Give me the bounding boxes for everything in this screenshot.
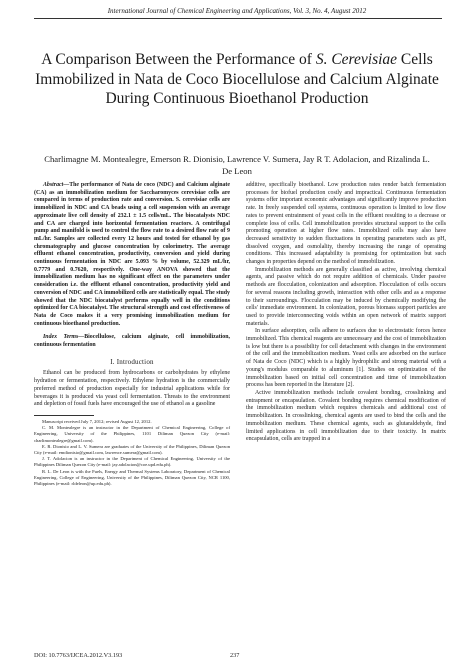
body-paragraph: Active immobilization methods include covalent bonding, crosslinking and entrapment or encapsulation. Covalent bonding requires chemical modification of the immobilization medium which requires chemicals and additional cost of immobilization. In crosslinking, chemical agents are used to bind the cells and the immobilization medium. These chemical agents, such as glutaraldehyde, find limited applications in cell immobilization due to their toxicity. In matrix encapsulation, cells are trapped in a xyxy=(246,389,446,443)
footnote: C. M. Montealegre is an instructor in the Department of Chemical Engineering, College of Engineering, University of the Philippines, 1101 Diliman Quezon City (e-mail: charlimontealegre@gmail.com). xyxy=(34,425,230,443)
abstract-lead: Abstract xyxy=(43,182,64,188)
footnote: Manuscript received July 7, 2012; revised August 12, 2012. xyxy=(42,418,152,424)
abstract-text: —The performance of Nata de coco (NDC) and Calcium alginate (CA) as an immobilization medium for Saccharomyces cerevisiae cells are compared in terms of production rate and conversion. S. cerevisiae cells are immobilized in NDC and CA beads using a cell suspension with an average approximate live cell density of 232.1 ± 1.5 cells/mL. The biocatalysts NDC and CA are charged into horizontal fermentation reactors. A centrifugal pump and manifold is used to control the flow rate to a desired flow rate of 9 mL/hr. Samples are collected every 12 hours and tested for ethanol by gas chromatography and glucose concentration by colorimetry. The average effluent ethanol concentration, productivity, conversion and yield during continuous fermentation in NDC are 5.093 % by volume, 52.329 mL/hr, 0.7779 and 0.7620, respectively. One-way ANOVA showed that the immobilization medium has no significant effect on the parameters under consideration i.e. the effluent ethanol concentration, productivity yield and conversion of NDC and CA immobilized cells are statistically equal. The study showed that the NDC biocatalyst performs equally well in the conditions optimized for CA biocatalyst. The structural strength and cost effectiveness of Nata de Coco makes it a very promising immobilization medium for continuous bioethanol production. xyxy=(34,182,230,327)
title-line1: A Comparison Between the Performance of xyxy=(41,51,316,68)
body-paragraph: In surface adsorption, cells adhere to surfaces due to electrostatic forces hence immobilized. This chemical reagents are unnecessary and the cost of immobilization is low but there is a possibility for cell detachment with changes in the environment of the cell and the immobilization medium. Yeast cells are adsorbed on the surface of Nata de Coco (NDC) which is a highly hydrophilic and strong material with a young's modulus comparable to aluminum [1]. Studies on optimization of the immobilization based on initial cell concentration and time of immobilization process has been reported in the literature [2]. xyxy=(246,328,446,389)
title-rest: Cells Immobilized in Nata de Coco Biocellulose and Calcium Alginate During Continuous Bioethanol Production xyxy=(35,51,439,107)
footnote: J. T. Adolacion is an instructor in the Department of Chemical Engineering, University of the Philippines Diliman Quezon City (e-mail: jay.adolacion@coe.upd.edu.ph). xyxy=(34,456,230,468)
intro-paragraph: Ethanol can be produced from hydrocarbons or carbohydrates by ethylene hydration or fermentation, respectively. Ethylene hydration is the commercially preferred method of production especially for industrial applications while for beverages it is produced via yeast cell fermentation. Threats to the environment and depletion of fossil fuels have encouraged the use of ethanol as a gasoline xyxy=(34,370,230,408)
footnotes xyxy=(34,419,230,487)
section-heading-introduction: I. Introduction xyxy=(110,357,154,366)
paper-title xyxy=(30,50,444,109)
page-number: 237 xyxy=(230,652,240,659)
title-species: S. Cerevisiae xyxy=(315,51,398,68)
footnote-rule xyxy=(34,415,94,416)
right-column xyxy=(246,182,446,444)
body-paragraph: Immobilization methods are generally classified as active, involving chemical agents, and passive which do not require addition of chemicals. Under passive methods are flocculation, colonization and adsorption. Flocculation of cells occurs for several reasons including growth, interaction with other cells and as a response to their surroundings. Flocculation may be induced by chemically modifying the cells' immediate environment. In colonization, porous biomass support particles are used to provide interconnecting voids within an open network of matrix support materials. xyxy=(246,266,446,327)
abstract xyxy=(34,182,230,328)
index-terms-lead: Index Terms xyxy=(43,334,79,341)
author-list: Charlimagne M. Montealegre, Emerson R. Dionisio, Lawrence V. Sumera, Jay R T. Adolacion, and Rizalinda L. De Leon xyxy=(44,154,430,176)
footnote: E. R. Dionisio and L. V. Sumera are graduates of the University of the Philippines, Diliman Quezon City (e-mail: emdionisio@gmail.com, lawrence.sumera@gmail.com). xyxy=(34,443,230,455)
doi: DOI: 10.7763/IJCEA.2012.V3.193 xyxy=(34,652,123,659)
index-terms xyxy=(34,334,230,349)
header-rule xyxy=(34,18,442,19)
body-paragraph: additive, specifically bioethanol. Low production rates render batch fermentation processes for biofuel production costly and impractical. Continuous fermentation systems offer important economic advantages and significantly improve production rate. In freely suspended cell systems, continuous operation is limited to low flow rates to prevent entrainment of yeast cells in the effluent resulting to a decrease or complete loss of cells. Cell immobilization provides structural support to the cells promoting operation at higher flow rates. Immobilized cells may also have decreased sensitivity to sudden fluctuations in operating parameters such as pH, dissolved oxygen, and osmolality, thereby increasing the range of operating conditions. This increased adaptability is promising for optimization but such changes in properties depend on the method of immobilization. xyxy=(246,182,446,266)
journal-header: International Journal of Chemical Engineering and Applications, Vol. 3, No. 4, August 2012 xyxy=(107,7,367,15)
left-column xyxy=(34,182,230,487)
index-terms-text: —Biocellulose, calcium alginate, cell immobilization, continuous fermentation xyxy=(34,334,230,349)
footnote: R. L. De Leon is with the Fuels, Energy and Thermal Systems Laboratory, Department of Chemical Engineering, College of Engineering, University of the Philippines, Diliman Quezon City, NCR 1100, Philippines (e-mail: rldeleon@up.edu.ph). xyxy=(34,468,230,487)
